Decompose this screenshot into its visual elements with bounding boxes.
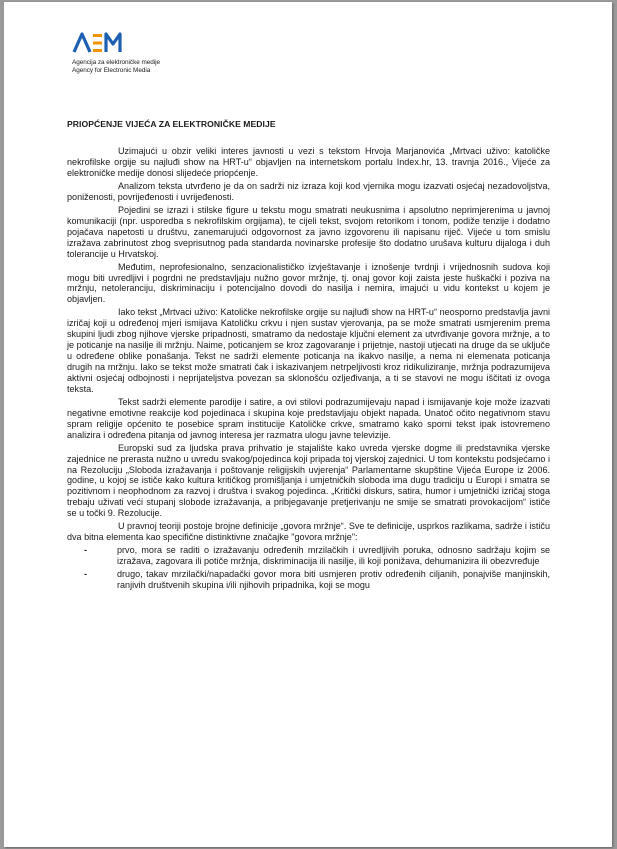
paragraph: Analizom teksta utvrđeno je da on sadrži niz izraza koji kod vjernika mogu izazvati osjećaj nezadovoljstva, poniženosti, povrijeđenosti i uvrijeđenosti.: [67, 180, 550, 202]
list-item-text: drugo, takav mrzilački/napadački govor mora biti usmjeren protiv određenih ciljanih, ponajviše manjinskih, ranjivih društvenih skupina i/ili njihovih pripadnika, koji se mogu: [117, 569, 550, 590]
list-item: [67, 569, 550, 591]
paragraph: U pravnoj teoriji postoje brojne definicije „govora mržnje“. Sve te definicije, usprkos razlikama, sadrže i ističu dva bitna elementa kao specifične distinktivne značajke "govora mržnje":: [67, 521, 550, 543]
list-bullet: -: [84, 545, 88, 556]
document-body: [67, 119, 550, 593]
document-title: PRIOPĆENJE VIJEĆA ZA ELEKTRONIČKE MEDIJE: [67, 119, 276, 129]
paragraph: Međutim, neprofesionalno, senzacionalističko izvještavanje i iznošenje tvrdnji i vrijednosnih sudova koji mogu biti uvredljivi i pogrdni ne predstavljaju nužno govor mržnje, tj. onaj govor koji zaista jeste huškački i poziva na mržnju, netoleranciju, diskriminaciju i potencijalno dovodi do nasilja i nemira, imajući u vidu kontekst u kojem je objavljen.: [67, 261, 550, 305]
paragraph: Tekst sadrži elemente parodije i satire, a ovi stilovi podrazumijevaju napad i ismijavanje koje može izazvati negativne emotivne reakcije kod pojedinaca i skupina koje predstavljaju objekt napada. Unatoč očito negativnom stavu spram religije općenito te posebice spram institucije Katoličke crkve, smatramo kako sporni tekst ipak istovremeno analizira i određena pitanja od javnog interesa jer razmatra ulogu javne televizije.: [67, 396, 550, 440]
list-item-text: prvo, mora se raditi o izražavanju određenih mrzilačkih i uvredljivih poruka, odnosno sadržaju kojim se izražava, zagovara ili potiče mržnja, diskriminacija ili nasilje, ili koji ponižava, dehumanizira ili obezvređuje: [117, 545, 550, 567]
list-bullet: -: [84, 569, 88, 580]
paragraph: Europski sud za ljudska prava prihvatio je stajalište kako uvreda vjerske dogme ili predstavnika vjerske zajednice ne prerasta nužno u uvredu svakog/pojedinca koji pripada toj vjerskoj zajednici. U tom kontekstu podsjećamo i na Rezoluciju „Sloboda izražavanja i poštovanje religijskih uvjerenja“ Parlamentarne skupštine Vijeća Europe iz 2006. godine, u kojoj se ističe kako kultura kritičkog promišljanja i umjetničkih sloboda ima dugu tradiciju u Europi i smatra se pozitivnom i neophodnom za razvoj i društva i svakog pojedinca. „Kritički diskurs, satira, humor i umjetnički izričaj stoga trebaju uživati veći stupanj slobode izražavanja, a pribjegavanje pretjerivanju ne smije se smatrati provokacijom“ ističe se u točki 9. Rezolucije.: [67, 442, 550, 519]
agency-name-en: Agency for Electronic Media: [72, 67, 151, 74]
document-page: [4, 2, 612, 847]
paragraph: Pojedini se izrazi i stilske figure u tekstu mogu smatrati neukusnima i apsolutno neprimjerenima u javnoj komunikaciji (npr. usporedba s nekrofilskim orgijama), te cijeli tekst, svojom retorikom i tonom, podiže tenzije i dodatno pojačava napetosti u društvu, zanemarujući odgovornost za javno izgovorenu ili napisanu riječ. Vijeće u tom smislu izražava zabrinutost zbog sveprisutnog pada standarda novinarske profesije što dodatno urušava kulturu dijaloga i duh tolerancije u Hrvatskoj.: [67, 204, 550, 259]
aem-wordmark-icon: [72, 32, 124, 54]
definition-list: [67, 545, 550, 591]
paragraph: Iako tekst „Mrtvaci uživo: Katoličke nekrofilske orgije su najluđi show na HRT-u“ neosporno predstavlja javni izričaj koji u određenoj mjeri ismijava Katoličku crkvu i njen sustav vjerovanja, pa se može smatrati usmjerenim prema skupini ljudi zbog njihove vjerske pripadnosti, smatramo da nedostaje ključni element za utvrđivanje govora mržnje, a to je poticanje na nasilje ili mržnju. Naime, poticanjem se kroz zagovaranje i prijetnje, nastoji utjecati na druge da se uključe u određene oblike ponašanja. Tekst ne sadrži elemente poticanja na ikakvo nasilje, a nema ni elemenata poticanja drugih na mržnju. Iako se tekst može smatrati čak i iskazivanjem netrpeljivosti kroz ridikuliziranje, mržnja podrazumijeva aktivni osjećaj odbojnosti i neprijateljstva povezan sa sklonošću ozljeđivanja, a ti se stavovi ne mogu iščitati iz ovoga teksta.: [67, 307, 550, 394]
list-item: [67, 545, 550, 567]
agency-name-hr: Agencija za elektroničke medije: [72, 59, 160, 66]
aem-logo: [72, 32, 192, 75]
paragraph: Uzimajući u obzir veliki interes javnosti u vezi s tekstom Hrvoja Marjanovića „Mrtvaci uživo: katoličke nekrofilske orgije su najluđi show na HRT-u“ objavljen na internetskom portalu Index.hr, 13. travnja 2016., Vijeće za elektroničke medije donosi slijedeće priopćenje.: [67, 146, 550, 178]
